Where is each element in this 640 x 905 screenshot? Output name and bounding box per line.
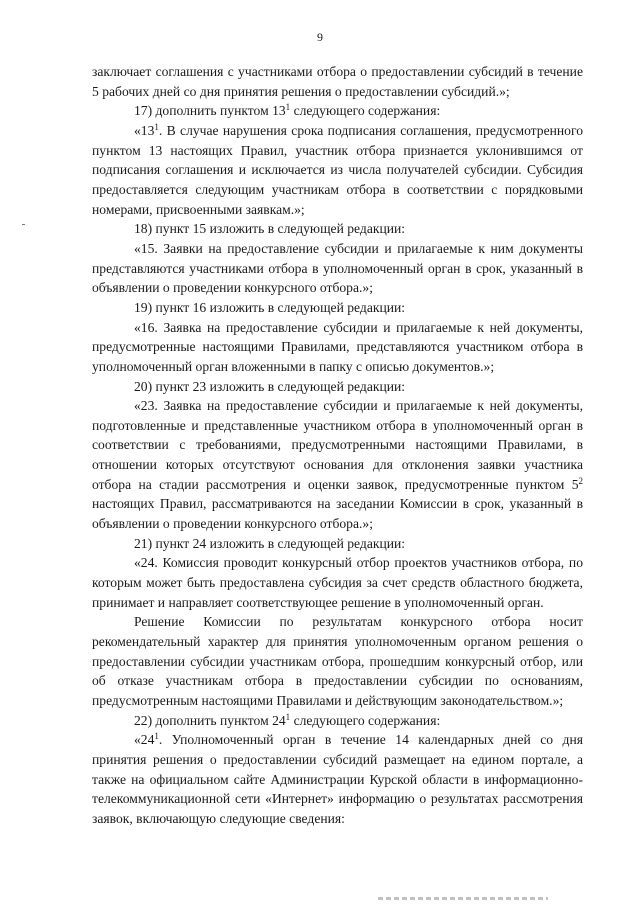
paragraph: Решение Комиссии по результатам конкурсного отбора носит рекомендательный характер для принятия уполномоченным органом решения о предоставлении субсидии участникам отбора, прошедшим конкурсный отбор, или об отказе участникам отбора в предоставлении субсидии по основаниям, предусмотренным настоящими Правилами и действующим законодательством.»;: [92, 614, 583, 708]
superscript: 1: [154, 121, 159, 132]
margin-mark: [22, 224, 25, 225]
paragraph: «$24^1$. Уполномоченный орган в течение 14 календарных дней со дня принятия решения о предоставлении субсидий размещает на едином портале, а также на официальном сайте Администрации Курской области в информационно-телекоммуникационной сети «Интернет» информацию о результатах рассмотрения заявок, включающую следующие сведения:: [92, 731, 583, 826]
paragraph: «23. Заявка на предоставление субсидии и прилагаемые к ней документы, подготовленные и представленные участником отбора в уполномоченный орган в соответствии с требованиями, предусмотренными настоящими Правилами, в отношении которых отсутствуют основания для отклонения заявки участника отбора на стадии рассмотрения и оценки заявок, предусмотренные пунктом $5^2$ настоящих Правил, рассматриваются на заседании Комиссии в срок, указанный в объявлении о проведении конкурсного отбора.»;: [92, 398, 583, 532]
paragraph: 20) пункт 23 изложить в следующей редакции:: [134, 378, 406, 394]
paragraph: 18) пункт 15 изложить в следующей редакции:: [134, 221, 406, 237]
page-number: 9: [317, 30, 323, 44]
paragraph: «16. Заявка на предоставление субсидии и прилагаемые к ней документы, предусмотренные настоящими Правилами, представляются участником отбора в уполномоченный орган вложенными в папку с описью документов.»;: [92, 319, 583, 374]
superscript: 1: [154, 731, 159, 742]
paragraph: 22) дополнить пунктом $24^1$ следующего содержания:: [134, 711, 441, 728]
paragraph: 19) пункт 16 изложить в следующей редакции:: [134, 299, 406, 315]
paragraph: «24. Комиссия проводит конкурсный отбор проектов участников отбора, по которым может быть предоставлена субсидия за счет средств областного бюджета, принимает и направляет соответствующее решение в уполномоченный орган.: [92, 555, 583, 610]
paragraph: «15. Заявки на предоставление субсидии и прилагаемые к ним документы представляются участниками отбора в уполномоченный орган в срок, указанный в объявлении о проведении конкурсного отбора.»;: [92, 240, 583, 296]
document-body: [92, 62, 583, 829]
superscript: 1: [285, 102, 291, 113]
scan-artifact: [378, 897, 548, 900]
paragraph: 21) пункт 24 изложить в следующей редакции:: [134, 535, 406, 551]
superscript: 1: [285, 711, 291, 722]
paragraph: 17) дополнить пунктом $13^1$ следующего содержания:: [134, 102, 441, 119]
superscript: 2: [578, 475, 583, 486]
paragraph: «$13^1$. В случае нарушения срока подписания соглашения, предусмотренного пунктом 13 настоящих Правил, участник отбора признается уклонившимся от подписания соглашения и исключается из числа получателей субсидии. Субсидия предоставляется следующим участникам отбора в соответствии с порядковыми номерами, присвоенными заявкам.»;: [92, 121, 583, 217]
paragraph: заключает соглашения с участниками отбора о предоставлении субсидий в течение 5 рабочих дней со дня принятия решения о предоставлении субсидий.»;: [92, 64, 583, 99]
